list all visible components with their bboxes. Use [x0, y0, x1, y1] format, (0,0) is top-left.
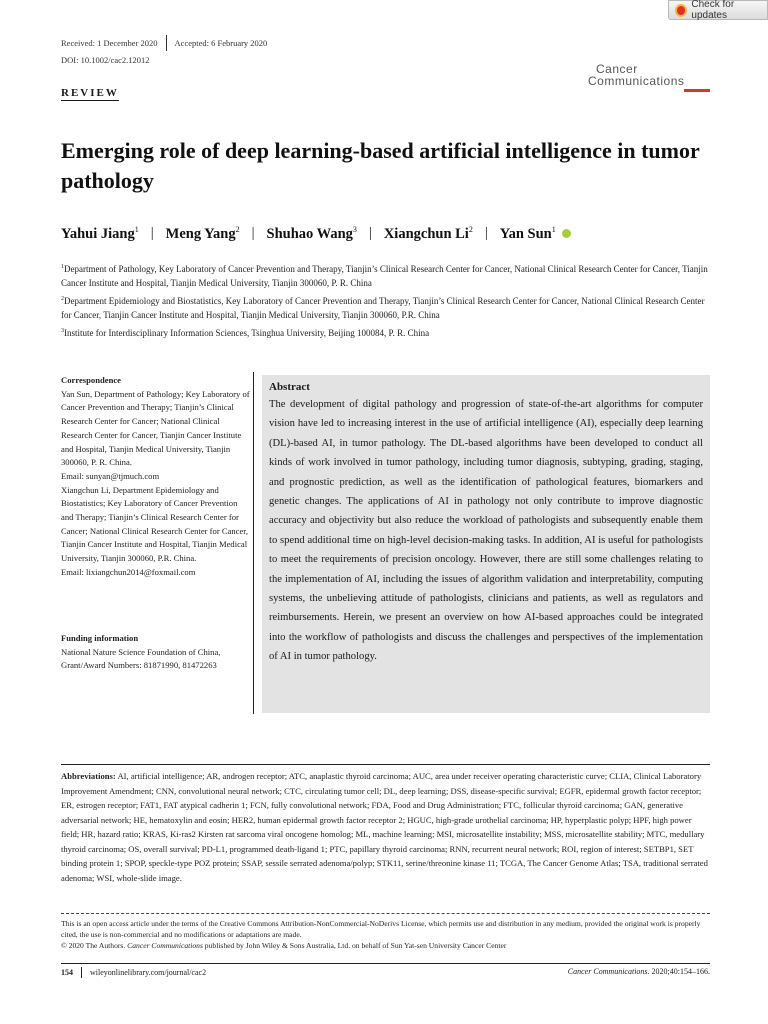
affiliation-text: Institute for Interdisciplinary Information Sciences, Tsinghua University, Beijing 100084, P. R. China [64, 328, 430, 338]
author-name: Yahui Jiang [61, 225, 135, 242]
funding-text: National Nature Science Foundation of China, Grant/Award Numbers: 81871990, 81472263 [61, 646, 221, 671]
copyright-journal-name: Cancer Communications [127, 941, 203, 951]
author[interactable] [61, 225, 139, 243]
affiliation-text: Department of Pathology, Key Laboratory of Cancer Prevention and Therapy, Tianjin’s Clinical Research Center for Cancer, National Clinical Research Center for Cancer, Tianjin Cancer Institute and Hospital, Tianjin Medical University, Tianjin 300060, P. R. China [61, 264, 708, 288]
article-title: Emerging role of deep learning-based artificial intelligence in tumor pathology [61, 138, 700, 193]
author-affiliation-mark: 2 [468, 225, 473, 234]
abbreviations-rule [61, 764, 710, 765]
author-name: Shuhao Wang [266, 225, 353, 242]
abbreviations-text: AI, artificial intelligence; AR, androgen receptor; ATC, anaplastic thyroid carcinoma; AUC, area under receiver operating characteristic curve; CLIA, Clinical Laboratory Improvement Amendment; CNN, convolutional neural network; CTC, circulating tumor cell; DL, deep learning; DSS, disease-specific survival; EGFR, epidermal growth factor receptor; ER, estrogen receptor; FAT1, FAT atypical cadherin 1; FCN, fully convolutional network; FDA, Food and Drug Administration; FTC, follicular thyroid carcinoma; GAN, generative adversarial network; HE, hematoxylin and eosin; HER2, human epidermal growth factor receptor 2; HGUC, high-grade urothelial carcinoma; HP, hyperplastic polyp; HPF, high power field; HR, hazard ratio; KRAS, Ki-ras2 Kirsten rat sarcoma viral oncogene homolog; ML, machine learning; MSI, microsatellite instability; MSS, microsatellite stability; MTC, medullary thyroid carcinoma; OS, overall survival; PD-L1, programmed death-ligand 1; PTC, papillary thyroid carcinoma; RNN, recurrent neural network; ROI, region of interest; SETBP1, SET binding protein 1; SPOP, speckle-type POZ protein; SSAP, sessile serrated adenoma/polyp; STK11, serine/threonine kinase 11; TCGA, The Cancer Genome Atlas; TSA, traditional serrated adenoma; WSI, whole-slide image. [61, 771, 708, 883]
abbreviations-heading: Abbreviations: [61, 771, 116, 781]
orcid-icon[interactable] [562, 229, 571, 238]
header-divider [166, 35, 167, 51]
copyright-suffix: published by John Wiley & Sons Australia, Ltd. on behalf of Sun Yat-sen University Cancer Center [202, 941, 507, 951]
author-name: Yan Sun [499, 225, 552, 242]
author[interactable] [166, 225, 240, 243]
author-name: Meng Yang [165, 225, 236, 242]
author-affiliation-mark: 2 [235, 225, 240, 234]
affiliation-mark: 2 [61, 296, 64, 302]
journal-logo-line1: Cancer [596, 62, 638, 76]
author-list [61, 225, 571, 243]
affiliation-2 [61, 292, 711, 322]
footer-divider [81, 967, 82, 978]
journal-logo [588, 63, 710, 95]
affiliation-mark: 1 [61, 264, 64, 270]
check-for-updates-button[interactable] [668, 0, 768, 20]
license-block [61, 918, 710, 952]
correspondence-heading: Correspondence [61, 375, 121, 385]
author-separator: | [368, 225, 372, 242]
abstract-heading: Abstract [269, 381, 310, 393]
journal-logo-line2: Communications [588, 74, 685, 88]
funding-heading: Funding information [61, 633, 139, 643]
section-label: REVIEW [61, 87, 119, 99]
abstract-box [262, 375, 710, 713]
author-separator: | [484, 225, 488, 242]
affiliation-1 [61, 260, 711, 290]
author-affiliation-mark: 3 [352, 225, 357, 234]
accepted-date: Accepted: 6 February 2020 [174, 38, 268, 48]
author-separator: | [251, 225, 255, 242]
author-affiliation-mark: 1 [134, 225, 139, 234]
abbreviations-block [61, 769, 710, 885]
author[interactable] [500, 225, 556, 243]
license-text: This is an open access article under the terms of the Creative Commons Attribution-NonCommercial-NoDerivs License, which permits use and distribution in any medium, provided the original work is properly cited, the use is non-commercial and no modifications or adaptations are made. [61, 919, 701, 940]
license-divider [61, 913, 710, 914]
correspondence-text-2: Xiangchun Li, Department Epidemiology and Biostatistics; Key Laboratory of Cancer Prevention and Therapy; Tianjin’s Clinical Research Center for Cancer; National Clinical Research Center for Cancer, Tianjin Cancer Institute and Hospital, Tianjin Medical University, Tianjin 300060, P.R. China. [61, 484, 248, 564]
affiliation-text: Department Epidemiology and Biostatistics, Key Laboratory of Cancer Prevention and Therapy, Tianjin’s Clinical Research Center for Cancer, National Clinical Research Center for Cancer, Tianjin Cancer Institute and Hospital, Tianjin Medical University, Tianjin 300060, P.R. China [61, 296, 705, 320]
footer-left [61, 967, 206, 978]
doi[interactable]: DOI: 10.1002/cac2.12012 [61, 55, 150, 65]
journal-logo-bar [684, 89, 710, 92]
footer-citation [568, 967, 710, 976]
author-affiliation-mark: 1 [551, 225, 556, 234]
check-for-updates-label: Check for updates [691, 0, 735, 21]
correspondence-block [61, 374, 251, 580]
correspondence-email-2[interactable]: Email: lixiangchun2014@foxmail.com [61, 566, 196, 577]
affiliation-3 [61, 324, 711, 340]
page-number: 154 [61, 968, 73, 977]
funding-block [61, 632, 251, 673]
footer-journal-name: Cancer Communications. [567, 967, 650, 976]
column-divider [253, 372, 254, 714]
crossmark-icon [675, 4, 687, 17]
correspondence-email-1[interactable]: Email: sunyan@tjmuch.com [61, 470, 160, 481]
author[interactable] [267, 225, 357, 243]
abstract-text: The development of digital pathology and progression of state-of-the-art algorithms for computer vision have led to increasing interest in the use of artificial intelligence (AI), especially deep learning (DL)-based AI, in tumor pathology. The DL-based algorithms have been developed to conduct all kinds of work involved in tumor pathology, including tumor diagnosis, subtyping, grading, staging, and prognostic prediction, as well as the identification of pathological features, biomarkers and genetic changes. The applications of AI in pathology not only contribute to improve diagnostic accuracy and objectivity but also reduce the workload of pathologists and subsequently enable them to spend additional time on high-level decision-making tasks. In addition, AI is useful for pathologists to meet the requirements of precision oncology. However, there are still some challenges relating to the implementation of AI, including the issues of algorithm validation and interpretability, computing systems, the unbelieving attitude of pathologists, clinicians and patients, as well as regulators and reimbursements. Herein, we present an overview on how AI-based approaches could be integrated into the workflow of pathologists and discuss the challenges and perspectives of the implementation of AI in tumor pathology. [269, 399, 703, 663]
received-accepted-line [61, 35, 267, 51]
copyright-prefix: © 2020 The Authors. [61, 941, 128, 951]
journal-url[interactable]: wileyonlinelibrary.com/journal/cac2 [90, 968, 207, 977]
author-separator: | [150, 225, 154, 242]
affiliation-mark: 3 [61, 328, 64, 334]
footer-rule [61, 963, 710, 964]
correspondence-text-1: Yan Sun, Department of Pathology; Key Laboratory of Cancer Prevention and Therapy; Tianjin’s Clinical Research Center for Cancer; National Clinical Research Center for Cancer, Tianjin Cancer Institute and Hospital, Tianjin Medical University, Tianjin 300060, P. R. China. [61, 388, 250, 468]
copyright-line [61, 940, 710, 951]
author[interactable] [384, 225, 473, 243]
author-name: Xiangchun Li [383, 225, 469, 242]
received-date: Received: 1 December 2020 [61, 38, 158, 48]
footer-volume-pages: 2020;40:154–166. [649, 967, 710, 976]
